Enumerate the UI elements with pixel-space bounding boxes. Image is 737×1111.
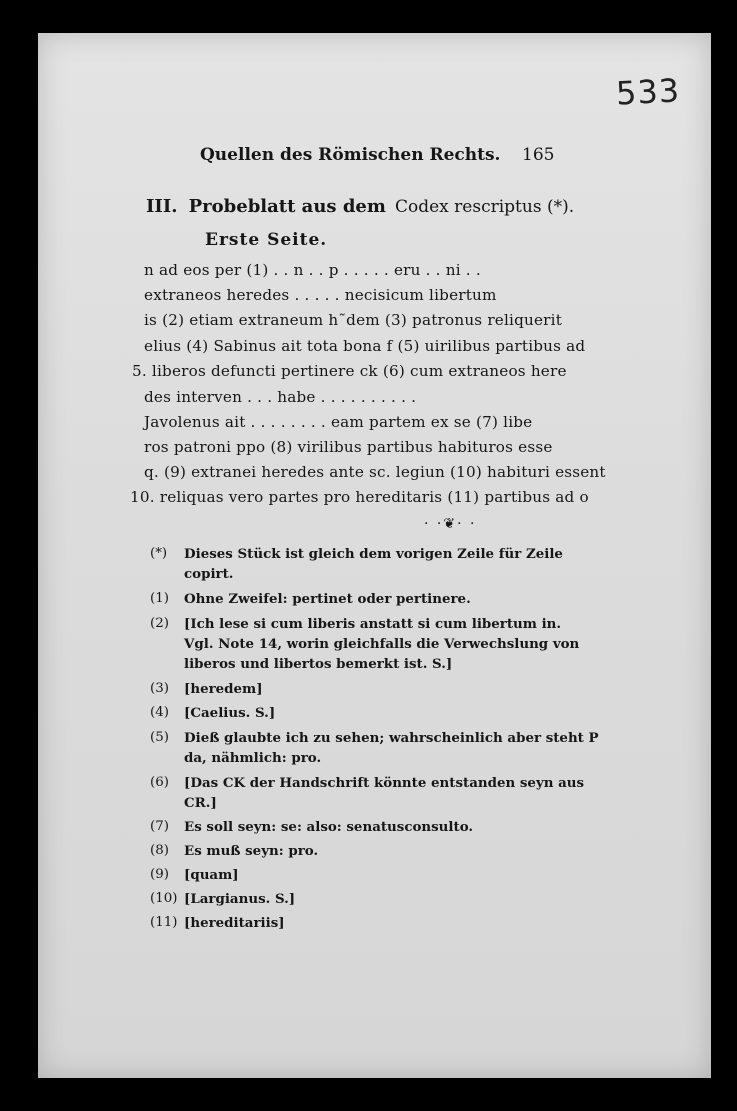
latin-line: n ad eos per (1) . . n . . p . . . . . eru . . ni . .	[144, 261, 481, 279]
note-text: Dieses Stück ist gleich dem vorigen Zeile für Zeile	[184, 546, 563, 562]
latin-line: des interven . . . habe . . . . . . . . . .	[144, 388, 417, 406]
latin-line: extraneos heredes . . . . . necisicum libertum	[144, 286, 497, 304]
document-page	[38, 33, 711, 1078]
note-text: Es soll seyn: se: also: senatusconsulto.	[184, 819, 474, 835]
note-mark: (4)	[150, 705, 169, 720]
note-text: da, nähmlich: pro.	[184, 750, 322, 766]
note-text: Ohne Zweifel: pertinet oder pertinere.	[184, 591, 471, 607]
latin-line: 5. liberos defuncti pertinere ck (6) cum extraneos here	[132, 362, 567, 380]
note-text: [quam]	[184, 867, 239, 883]
note-mark: (3)	[150, 681, 169, 696]
note-text: [Largianus. S.]	[184, 891, 296, 907]
latin-line: 10. reliquas vero partes pro hereditaris (11) partibus ad o	[130, 488, 589, 506]
ornament: · ·❦· ·	[424, 516, 477, 532]
note-mark: (8)	[150, 843, 169, 858]
note-text: Dieß glaubte ich zu sehen; wahrscheinlich aber steht P	[184, 730, 599, 746]
latin-line: is (2) etiam extraneum h˜dem (3) patronus reliquerit	[144, 311, 563, 329]
note-text: [Das CK der Handschrift könnte entstanden seyn aus	[184, 775, 585, 791]
section-numeral: III.	[146, 196, 178, 217]
running-head: Quellen des Römischen Rechts.	[200, 145, 501, 165]
note-mark: (6)	[150, 775, 169, 790]
note-mark: (10)	[150, 891, 178, 906]
note-text: copirt.	[184, 566, 234, 582]
note-mark: (7)	[150, 819, 169, 834]
section-title	[146, 196, 574, 217]
note-mark: (5)	[150, 730, 169, 745]
folio-number: 165	[522, 145, 555, 165]
note-mark: (*)	[150, 546, 168, 561]
note-text: Es muß seyn: pro.	[184, 843, 319, 859]
note-text: CR.]	[184, 795, 217, 811]
note-text: [hereditariis]	[184, 915, 285, 931]
subtitle: Erste Seite.	[205, 230, 328, 250]
note-mark: (2)	[150, 616, 169, 631]
note-text: Vgl. Note 14, worin gleichfalls die Verwechslung von	[184, 636, 580, 652]
latin-line: ros patroni ppo (8) virilibus partibus habituros esse	[144, 438, 553, 456]
note-text: [Caelius. S.]	[184, 705, 276, 721]
section-title-german: Probeblatt aus dem	[188, 196, 386, 217]
note-mark: (11)	[150, 915, 178, 930]
note-mark: (9)	[150, 867, 169, 882]
note-text: [Ich lese si cum liberis anstatt si cum libertum in.	[184, 616, 562, 632]
latin-line: elius (4) Sabinus ait tota bona f (5) uirilibus partibus ad	[144, 337, 586, 355]
latin-line: q. (9) extranei heredes ante sc. legiun (10) habituri essent	[144, 463, 606, 481]
note-mark: (1)	[150, 591, 169, 606]
latin-line: Javolenus ait . . . . . . . . eam partem ex se (7) libe	[144, 413, 533, 431]
section-title-latin: Codex rescriptus (*).	[395, 197, 575, 217]
note-text: liberos und libertos bemerkt ist. S.]	[184, 656, 453, 672]
note-text: [heredem]	[184, 681, 263, 697]
handwritten-page-number: 533	[615, 71, 682, 113]
